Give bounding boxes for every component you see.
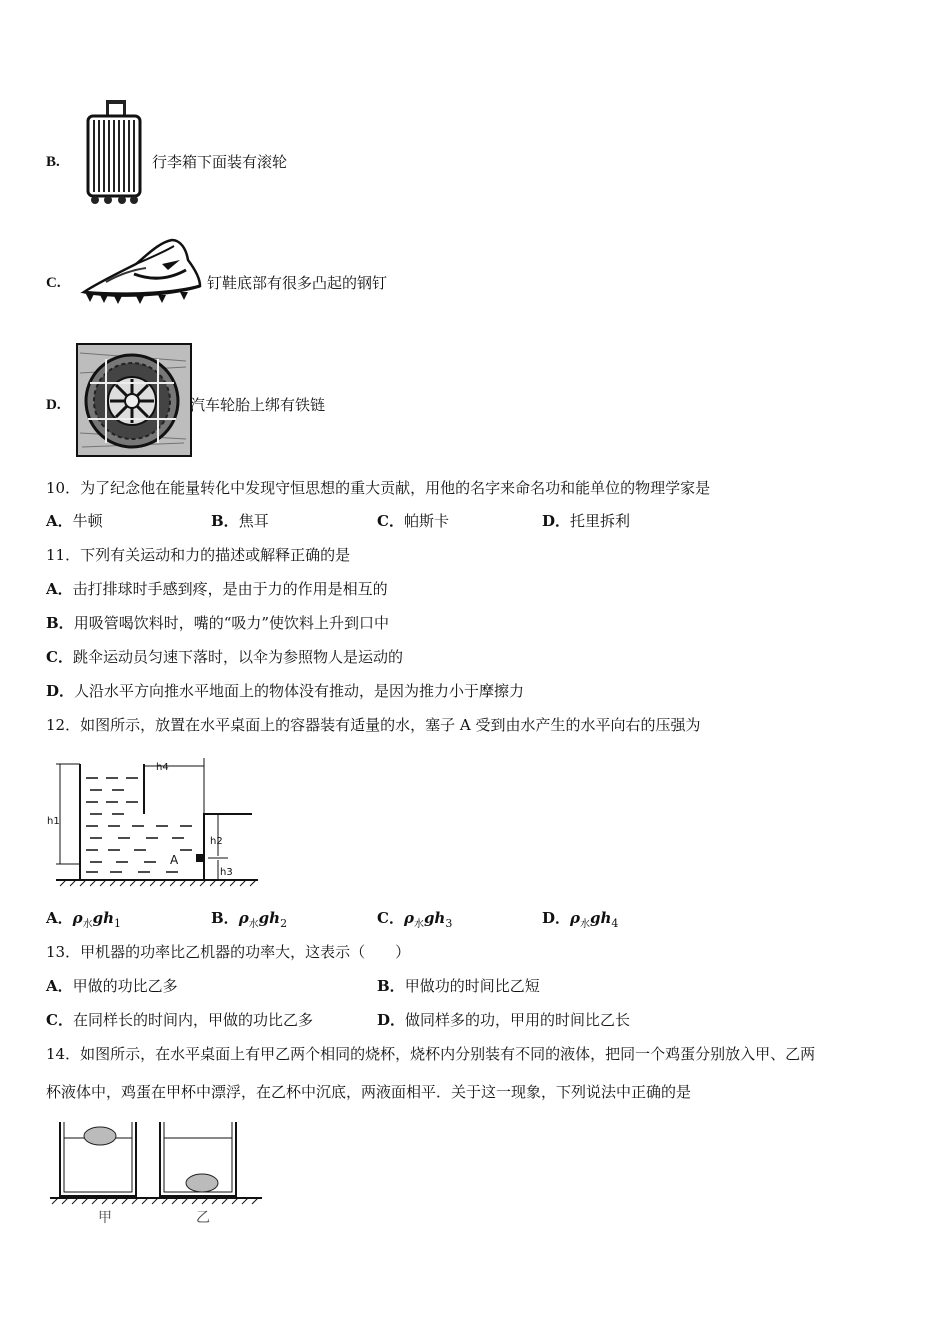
option-letter: B． [211,512,239,530]
option-text: 甲做功的时间比乙短 [404,977,540,995]
option-letter: A． [46,977,73,995]
q12-option-a[interactable] [46,908,121,935]
option-letter: C． [46,1011,73,1029]
option-text: 用吸管喝饮料时，嘴的“吸力”使饮料上升到口中 [73,614,390,632]
q12-option-c[interactable] [377,908,452,935]
h2-label: h2 [210,836,223,847]
spike-shoe-icon [76,234,206,306]
q9-option-d[interactable] [46,395,61,414]
q9-option-c-text: 钉鞋底部有很多凸起的钢钉 [207,274,388,292]
q12-options [46,908,746,928]
option-text: 牛顿 [72,512,103,530]
option-letter: B． [211,909,239,927]
q14-stem-line2: 杯液体中，鸡蛋在甲杯中漂浮，在乙杯中沉底，两液面相平．关于这一现象，下列说法中正确的是 [46,1083,692,1101]
q12-option-b[interactable] [211,908,287,935]
q9-option-b-text: 行李箱下面装有滚轮 [152,153,288,171]
q13-option-a[interactable] [46,976,178,996]
q13-options-row1 [46,976,746,996]
option-text: 焦耳 [238,512,269,530]
rho-symbol: ρ [403,909,414,927]
option-letter: B． [46,614,74,632]
subscript-index: 1 [114,917,122,930]
rho-symbol: ρ [570,909,580,927]
formula-body: gh [258,909,281,927]
rho-symbol: ρ [238,909,249,927]
q13-options-row2 [46,1010,746,1030]
h3-label: h3 [220,867,233,878]
option-text: 在同样长的时间内，甲做的功比乙多 [72,1011,313,1029]
formula-body: gh [423,909,446,927]
q10-option-d[interactable] [542,511,630,531]
q14-beakers-figure [46,1118,268,1230]
option-letter: C． [377,909,404,927]
beaker-yi-label: 乙 [196,1210,210,1226]
q13-stem: 13．甲机器的功率比乙机器的功率大，这表示（ ） [46,943,411,961]
q12-stem: 12．如图所示，放置在水平桌面上的容器装有适量的水，塞子 A 受到由水产生的水平向右的压强为 [46,716,701,734]
option-letter: D． [377,1011,406,1029]
q14-stem-line1: 14．如图所示，在水平桌面上有甲乙两个相同的烧杯，烧杯内分别装有不同的液体，把同一个鸡蛋分别放入甲、乙两 [46,1045,816,1063]
subscript-water: 水 [248,919,259,930]
q10-option-b[interactable] [211,511,269,531]
q10-options [46,511,746,531]
option-letter: D. [46,397,61,413]
rho-symbol: ρ [72,909,83,927]
formula-body: gh [590,909,612,927]
q11-option-d[interactable] [46,681,524,701]
q11-option-c[interactable] [46,647,403,667]
q10-stem: 10．为了纪念他在能量转化中发现守恒思想的重大贡献，用他的名字来命名功和能单位的物理学家是 [46,479,711,497]
option-text: 帕斯卡 [403,512,449,530]
option-text: 跳伞运动员匀速下落时，以伞为参照物人是运动的 [72,648,403,666]
tire-chain-icon [76,343,192,457]
option-letter: A． [46,580,73,598]
suitcase-icon [78,98,150,206]
subscript-water: 水 [413,919,424,930]
option-letter: C. [46,275,61,291]
formula-body: gh [92,909,115,927]
q9-option-b[interactable] [46,152,60,171]
q11-option-b[interactable] [46,613,389,633]
q11-option-a[interactable] [46,579,388,599]
q10-option-c[interactable] [377,511,449,531]
subscript-index: 3 [445,917,453,930]
option-letter: A． [46,909,73,927]
q11-stem: 11．下列有关运动和力的描述或解释正确的是 [46,546,351,564]
option-text: 人沿水平方向推水平地面上的物体没有推动，是因为推力小于摩擦力 [74,682,525,700]
q9-option-c[interactable] [46,273,61,292]
option-letter: D． [46,682,75,700]
q12-option-d[interactable] [542,908,618,935]
option-text: 做同样多的功，甲用的时间比乙长 [405,1011,631,1029]
option-letter: B． [377,977,405,995]
h1-label: h1 [47,816,60,827]
option-letter: C． [377,512,404,530]
q10-option-a[interactable] [46,511,103,531]
option-letter: A． [46,512,73,530]
option-letter: C． [46,648,73,666]
beaker-jia-label: 甲 [98,1210,112,1226]
q13-option-d[interactable] [377,1010,630,1030]
q13-option-b[interactable] [377,976,540,996]
q13-option-c[interactable] [46,1010,313,1030]
option-letter: D． [542,512,571,530]
option-text: 击打排球时手感到疼，是由于力的作用是相互的 [72,580,388,598]
subscript-water: 水 [82,919,93,930]
option-text: 托里拆利 [570,512,631,530]
option-letter: B. [46,154,60,170]
subscript-index: 4 [611,917,619,930]
option-letter: D． [542,909,571,927]
subscript-index: 2 [280,917,288,930]
subscript-water: 水 [580,919,590,930]
option-text: 甲做的功比乙多 [72,977,178,995]
q9-option-d-text: 汽车轮胎上绑有铁链 [190,396,326,414]
h4-label: h4 [156,762,169,773]
q12-container-figure [46,752,266,888]
stopper-a-label: A [170,853,179,867]
